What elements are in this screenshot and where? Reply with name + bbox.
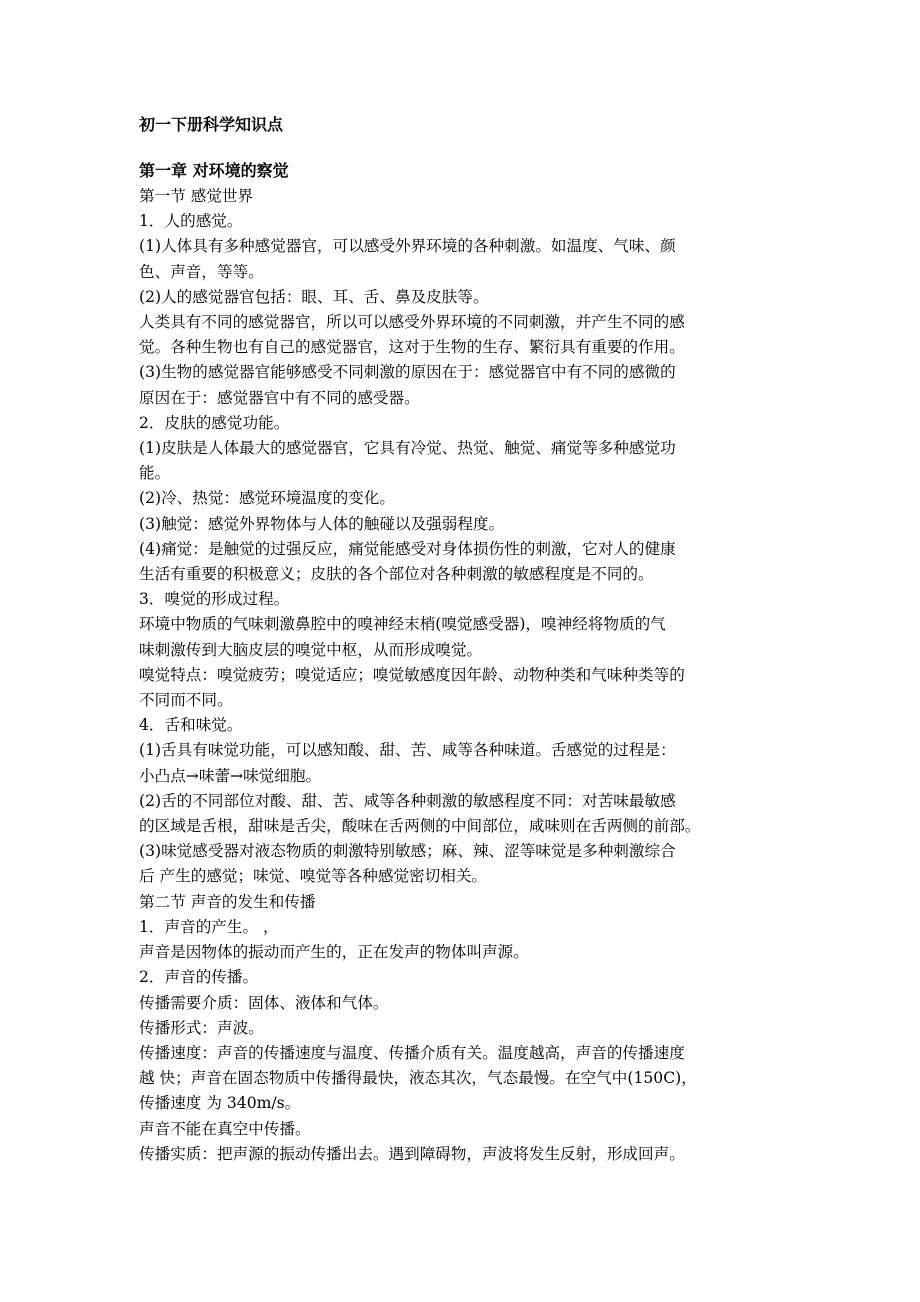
text-line: 声音不能在真空中传播。 (139, 1119, 311, 1138)
text-line: 2．声音的传播。 (139, 968, 259, 987)
text-line: 不同而不同。 (139, 691, 233, 710)
text-line: 味刺激传到大脑皮层的嗅觉中枢，从而形成嗅觉。 (139, 640, 483, 659)
text-line: 传播速度 为 340m/s。 (139, 1094, 301, 1113)
text-line: 能。 (139, 464, 171, 483)
document-body (139, 112, 789, 1167)
text-line: 传播速度：声音的传播速度与温度、传播介质有关。温度越高，声音的传播速度 (139, 1043, 685, 1062)
text-line: 越 快；声音在固态物质中传播得最快，液态其次，气态最慢。在空气中(150C)， (139, 1069, 697, 1088)
text-line: 第一节 感觉世界 (139, 187, 254, 205)
text-line: 1．声音的产生。 ， (139, 917, 279, 936)
text-line: 声音是因物体的振动而产生的，正在发声的物体叫声源。 (139, 943, 529, 962)
text-line: (2)人的感觉器官包括：眼、耳、舌、鼻及皮肤等。 (139, 287, 489, 306)
text-line: 环境中物质的气味刺激鼻腔中的嗅神经末梢(嗅觉感受器)，嗅神经将物质的气 (139, 615, 666, 634)
text-line: 4．舌和味觉。 (139, 716, 243, 735)
text-line: 后 产生的感觉；味觉、嗅觉等各种感觉密切相关。 (139, 867, 488, 886)
text-line: 觉。各种生物也有自己的感觉器官，这对于生物的生存、繁衍具有重要的作用。 (139, 338, 685, 357)
text-line: 色、声音，等等。 (139, 262, 264, 281)
text-line: 传播需要介质：固体、液体和气体。 (139, 993, 389, 1012)
document-title: 初一下册科学知识点 (139, 115, 284, 134)
chapter-heading: 第一章 对环境的察觉 (139, 161, 289, 180)
text-line: (1)舌具有味觉功能，可以感知酸、甜、苦、咸等各种味道。舌感觉的过程是： (139, 741, 676, 760)
text-line: 3．嗅觉的形成过程。 (139, 590, 290, 609)
text-lines (139, 184, 789, 1167)
text-line: 传播实质：把声源的振动传播出去。遇到障碍物，声波将发生反射，形成回声。 (139, 1144, 685, 1163)
text-line: 传播形式：声波。 (139, 1018, 264, 1037)
text-line: 人类具有不同的感觉器官，所以可以感受外界环境的不同刺激，并产生不同的感 (139, 313, 685, 332)
text-line: 生活有重要的积极意义；皮肤的各个部位对各种刺激的敏感程度是不同的。 (139, 565, 654, 584)
text-line: (1)人体具有多种感觉器官，可以感受外界环境的各种刺激。如温度、气味、颜 (139, 237, 676, 256)
text-line: 嗅觉特点：嗅觉疲劳；嗅觉适应；嗅觉敏感度因年龄、动物种类和气味种类等的 (139, 665, 685, 684)
text-line: (2)冷、热觉：感觉环境温度的变化。 (139, 489, 395, 508)
text-line: 的区域是舌根，甜味是舌尖，酸味在舌两侧的中间部位，咸味则在舌两侧的前部。 (139, 817, 701, 836)
text-line: 第二节 声音的发生和传播 (139, 892, 316, 911)
text-line: 小凸点→味蕾→味觉细胞。 (139, 766, 322, 785)
text-line: (4)痛觉：是触觉的过强反应，痛觉能感受对身体损伤性的刺激，它对人的健康 (139, 539, 676, 558)
text-line: (3)生物的感觉器官能够感受不同刺激的原因在于：感觉器官中有不同的感微的 (139, 363, 676, 382)
text-line: (3)味觉感受器对液态物质的刺激特别敏感；麻、辣、涩等味觉是多种刺激综合 (139, 842, 676, 861)
text-line: (1)皮肤是人体最大的感觉器官，它具有冷觉、热觉、触觉、痛觉等多种感觉功 (139, 439, 676, 458)
text-line: (3)触觉：感觉外界物体与人体的触碰以及强弱程度。 (139, 514, 505, 533)
text-line: 2．皮肤的感觉功能。 (139, 413, 290, 432)
text-line: 1．人的感觉。 (139, 212, 243, 231)
text-line: 原因在于：感觉器官中有不同的感受器。 (139, 388, 420, 407)
text-line: (2)舌的不同部位对酸、甜、苦、咸等各种刺激的敏感程度不同：对苦味最敏感 (139, 791, 676, 810)
